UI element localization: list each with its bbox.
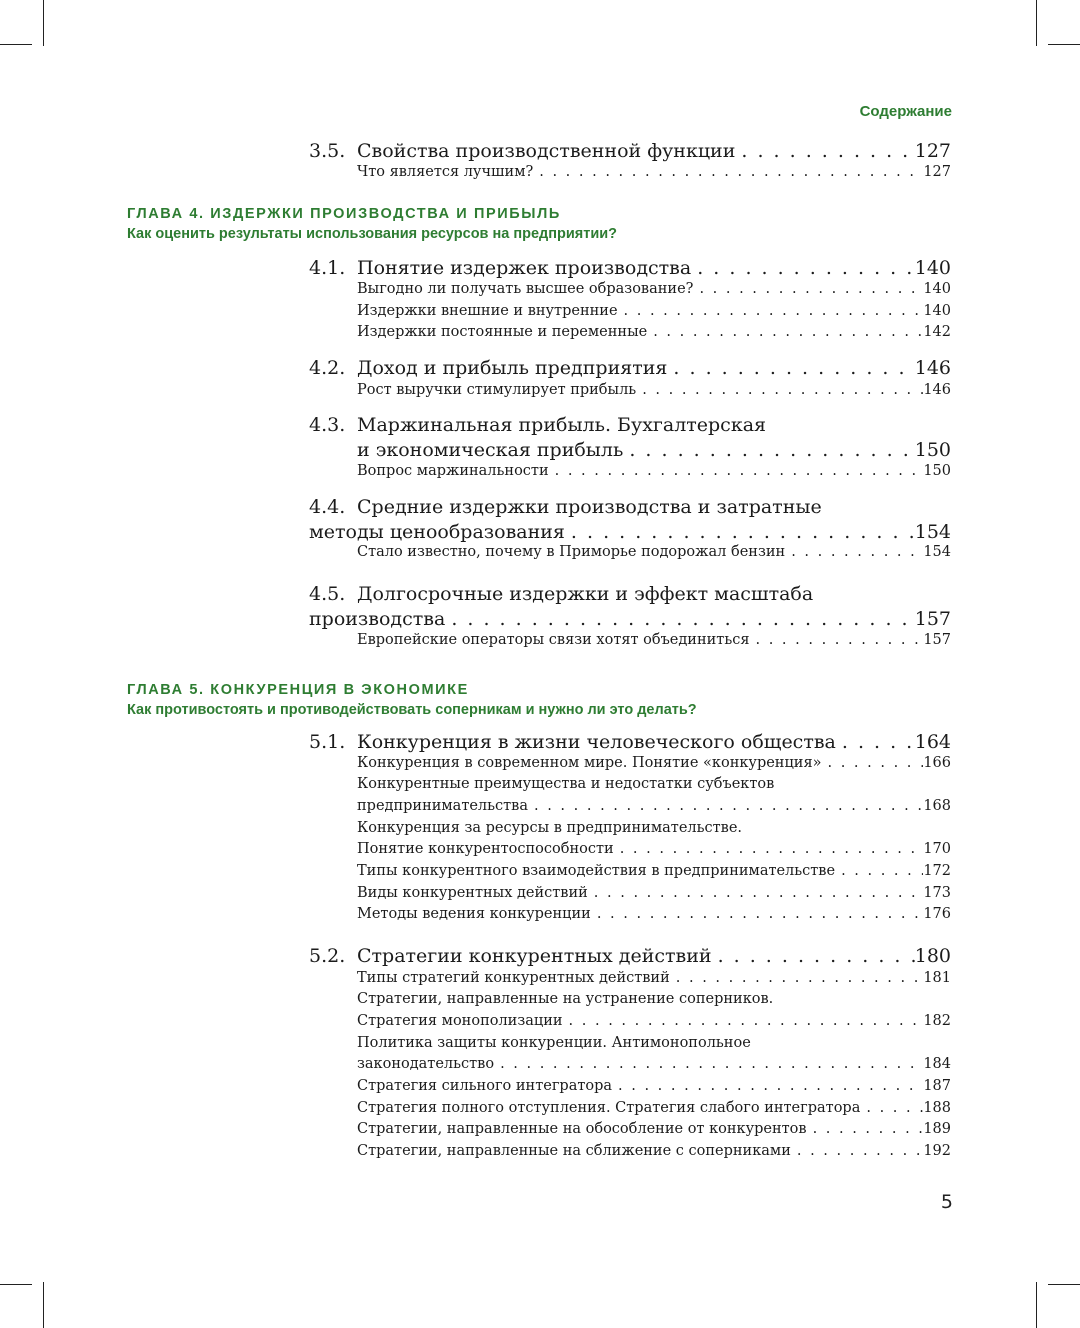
- subentry-title-line1[interactable]: Конкурентные преимущества и недостатки субъектов: [357, 776, 775, 792]
- leader-dots: [860, 1100, 923, 1116]
- leader-dots: [785, 544, 923, 560]
- leader-dots: [836, 731, 915, 753]
- leader-dots: [612, 1078, 923, 1094]
- running-head: Содержание: [859, 103, 952, 120]
- toc-subentry[interactable]: [357, 463, 951, 479]
- leader-dots: [565, 521, 915, 543]
- page-ref: 146: [923, 382, 951, 398]
- section-number: 4.5.: [309, 583, 346, 605]
- leader-dots: [670, 970, 924, 986]
- section-number: 4.4.: [309, 496, 346, 518]
- leader-dots: [835, 863, 923, 879]
- page-ref: 184: [923, 1056, 951, 1072]
- leader-dots: [749, 632, 923, 648]
- crop-mark: [43, 0, 44, 46]
- subentry-title-line2: Стратегия монополизации: [357, 1013, 563, 1029]
- crop-mark: [1048, 44, 1080, 45]
- page-ref: 140: [923, 281, 951, 297]
- toc-subentry[interactable]: [357, 841, 951, 857]
- subentry-title-line1[interactable]: Стратегии, направленные на устранение соперников.: [357, 991, 774, 1007]
- page-ref: 168: [923, 798, 951, 814]
- page-ref: 181: [923, 970, 951, 986]
- leader-dots: [494, 1056, 923, 1072]
- section-number: 4.2.: [309, 357, 346, 379]
- subentry-title: Виды конкурентных действий: [357, 885, 588, 901]
- leader-dots: [691, 257, 915, 279]
- section-number: 5.1.: [309, 731, 346, 753]
- leader-dots: [445, 608, 914, 630]
- crop-mark: [1048, 1284, 1080, 1285]
- subentry-title: Выгодно ли получать высшее образование?: [357, 281, 694, 297]
- subentry-title: Стратегии, направленные на сближение с соперниками: [357, 1143, 791, 1159]
- page-ref: 176: [923, 906, 951, 922]
- subentry-title: Типы конкурентного взаимодействия в предпринимательстве: [357, 863, 836, 879]
- crop-mark: [1036, 1282, 1037, 1328]
- section-title-line2: производства: [309, 608, 446, 630]
- toc-subentry[interactable]: [357, 906, 951, 922]
- page-ref: 187: [923, 1078, 951, 1094]
- subentry-title-line1[interactable]: Конкуренция за ресурсы в предпринимательстве.: [357, 820, 743, 836]
- page-ref: 157: [923, 632, 951, 648]
- toc-entry-5-1[interactable]: [309, 731, 951, 753]
- page-ref: 150: [923, 463, 951, 479]
- crop-mark: [1036, 0, 1037, 46]
- leader-dots: [623, 439, 914, 461]
- page-ref: 170: [923, 841, 951, 857]
- toc-subentry[interactable]: [357, 303, 951, 319]
- chapter-subtitle: Как оценить результаты использования ресурсов на предприятии?: [127, 226, 618, 242]
- toc-entry-4-2[interactable]: [309, 357, 951, 379]
- page-ref: 180: [914, 945, 951, 967]
- toc-entry-4-3-continued[interactable]: [357, 439, 951, 461]
- page-ref: 154: [923, 544, 951, 560]
- leader-dots: [563, 1013, 924, 1029]
- section-title-line2: и экономическая прибыль: [357, 439, 624, 461]
- toc-entry-4-3[interactable]: [309, 414, 951, 436]
- subentry-title-line2: предпринимательства: [357, 798, 528, 814]
- page-ref: 188: [923, 1100, 951, 1116]
- toc-subentry[interactable]: [357, 755, 951, 771]
- toc-subentry[interactable]: [357, 382, 951, 398]
- toc-entry-4-4[interactable]: [309, 496, 951, 518]
- page-ref: 164: [914, 731, 951, 753]
- subentry-title: Что является лучшим?: [357, 164, 534, 180]
- leader-dots: [693, 281, 923, 297]
- page-ref: 150: [914, 439, 951, 461]
- toc-subentry[interactable]: [357, 970, 951, 986]
- subentry-title: Вопрос маржинальности: [357, 463, 549, 479]
- toc-subentry[interactable]: [357, 164, 951, 180]
- subentry-title: Методы ведения конкуренции: [357, 906, 591, 922]
- page-ref: 146: [914, 357, 951, 379]
- toc-subentry[interactable]: [357, 632, 951, 648]
- page-ref: 173: [923, 885, 951, 901]
- toc-subentry[interactable]: [357, 324, 951, 340]
- leader-dots: [618, 303, 924, 319]
- chapter-title[interactable]: ГЛАВА 4. ИЗДЕРЖКИ ПРОИЗВОДСТВА И ПРИБЫЛЬ: [127, 206, 561, 222]
- chapter-subtitle: Как противостоять и противодействовать соперникам и нужно ли это делать?: [127, 702, 697, 718]
- page-ref: 140: [923, 303, 951, 319]
- page-ref: 192: [923, 1143, 951, 1159]
- section-number: 3.5.: [309, 140, 346, 162]
- leader-dots: [807, 1121, 924, 1137]
- leader-dots: [549, 463, 924, 479]
- leader-dots: [667, 357, 914, 379]
- subentry-title-line2: законодательство: [357, 1056, 495, 1072]
- chapter-title[interactable]: ГЛАВА 5. КОНКУРЕНЦИЯ В ЭКОНОМИКЕ: [127, 682, 469, 698]
- leader-dots: [647, 324, 923, 340]
- leader-dots: [712, 945, 915, 967]
- section-title-line1: Средние издержки производства и затратные: [357, 496, 822, 518]
- subentry-title: Стало известно, почему в Приморье подорожал бензин: [357, 544, 786, 560]
- leader-dots: [591, 906, 923, 922]
- page-ref: 154: [914, 521, 951, 543]
- leader-dots: [821, 755, 923, 771]
- subentry-title: Издержки постоянные и переменные: [357, 324, 648, 340]
- toc-entry-4-4-continued[interactable]: [309, 521, 951, 543]
- page-ref: 140: [914, 257, 951, 279]
- toc-entry-5-2[interactable]: [309, 945, 951, 967]
- toc-entry-3-5[interactable]: [309, 140, 951, 162]
- toc-subentry[interactable]: [357, 798, 951, 814]
- section-title: Доход и прибыль предприятия: [357, 357, 668, 379]
- subentry-title: Типы стратегий конкурентных действий: [357, 970, 670, 986]
- section-title: Стратегии конкурентных действий: [357, 945, 712, 967]
- leader-dots: [636, 382, 923, 398]
- section-title: Конкуренция в жизни человеческого общества: [357, 731, 836, 753]
- page-ref: 189: [923, 1121, 951, 1137]
- section-number: 4.3.: [309, 414, 346, 436]
- toc-subentry[interactable]: [357, 1121, 951, 1137]
- crop-mark: [0, 1284, 32, 1285]
- subentry-title: Европейские операторы связи хотят объединиться: [357, 632, 750, 648]
- subentry-title: Стратегии, направленные на обособление от конкурентов: [357, 1121, 807, 1137]
- section-number: 5.2.: [309, 945, 346, 967]
- toc-subentry[interactable]: [357, 544, 951, 560]
- page-ref: 166: [923, 755, 951, 771]
- subentry-title: Стратегия сильного интегратора: [357, 1078, 613, 1094]
- page-ref: 182: [923, 1013, 951, 1029]
- toc-subentry[interactable]: [357, 1078, 951, 1094]
- subentry-title-line1[interactable]: Политика защиты конкуренции. Антимонопольное: [357, 1035, 751, 1051]
- section-title: Понятие издержек производства: [357, 257, 692, 279]
- page-ref: 157: [914, 608, 951, 630]
- toc-subentry[interactable]: [357, 1056, 951, 1072]
- page-ref: 142: [923, 324, 951, 340]
- section-title-line1: Маржинальная прибыль. Бухгалтерская: [357, 414, 767, 436]
- leader-dots: [588, 885, 924, 901]
- section-title-line2: методы ценообразования: [309, 521, 565, 543]
- subentry-title: Рост выручки стимулирует прибыль: [357, 382, 637, 398]
- subentry-title-line2: Понятие конкурентоспособности: [357, 841, 614, 857]
- toc-subentry[interactable]: [357, 1013, 951, 1029]
- subentry-title: Конкуренция в современном мире. Понятие «конкуренция»: [357, 755, 822, 771]
- leader-dots: [614, 841, 924, 857]
- toc-entry-4-5-continued[interactable]: [309, 608, 951, 630]
- crop-mark: [0, 44, 32, 45]
- toc-subentry[interactable]: [357, 1100, 951, 1116]
- page-number: 5: [940, 1191, 953, 1213]
- leader-dots: [735, 140, 914, 162]
- page-ref: 127: [914, 140, 951, 162]
- section-title-line1: Долгосрочные издержки и эффект масштаба: [357, 583, 814, 605]
- page-ref: 127: [923, 164, 951, 180]
- subentry-title: Стратегия полного отступления. Стратегия слабого интегратора: [357, 1100, 861, 1116]
- leader-dots: [533, 164, 923, 180]
- subentry-title: Издержки внешние и внутренние: [357, 303, 618, 319]
- leader-dots: [791, 1143, 923, 1159]
- toc-subentry[interactable]: [357, 281, 951, 297]
- toc-subentry[interactable]: [357, 1143, 951, 1159]
- section-number: 4.1.: [309, 257, 346, 279]
- section-title: Свойства производственной функции: [357, 140, 736, 162]
- toc-entry-4-5[interactable]: [309, 583, 951, 605]
- crop-mark: [43, 1282, 44, 1328]
- toc-subentry[interactable]: [357, 863, 951, 879]
- leader-dots: [528, 798, 923, 814]
- toc-subentry[interactable]: [357, 885, 951, 901]
- toc-entry-4-1[interactable]: [309, 257, 951, 279]
- page-ref: 172: [923, 863, 951, 879]
